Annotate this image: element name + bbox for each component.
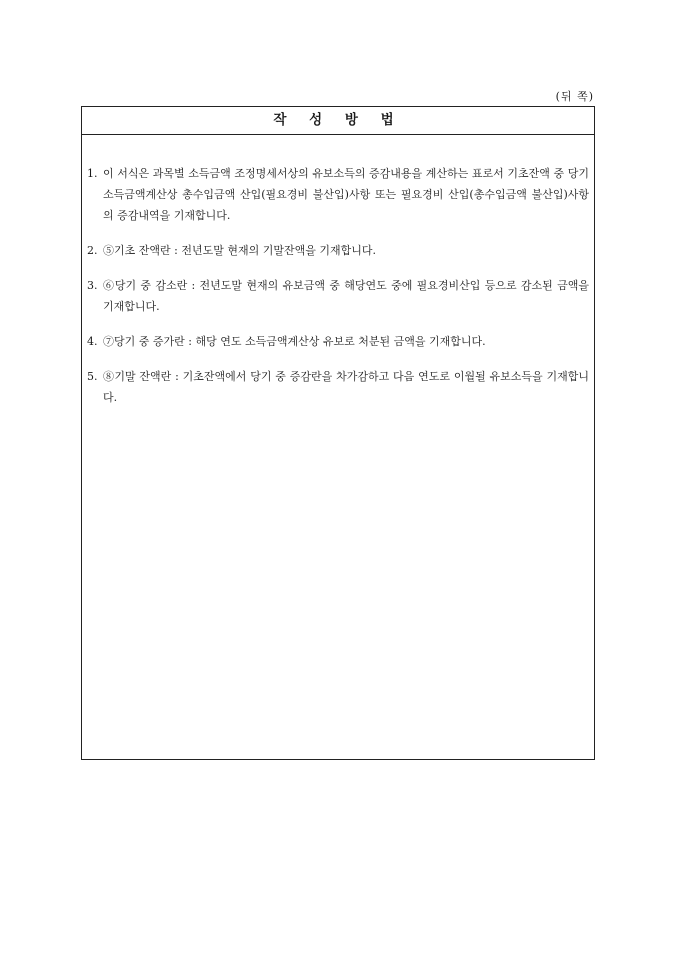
instructions-title: 작 성 방 법: [82, 107, 594, 135]
instruction-text: ⑥당기 중 감소란 : 전년도말 현재의 유보금액 중 해당연도 중에 필요경비산입 등으로 감소된 금액을 기재합니다.: [103, 279, 589, 313]
page-side-label: (뒤 쪽): [555, 90, 594, 103]
instruction-text: ⑧기말 잔액란 : 기초잔액에서 당기 중 증감란을 차가감하고 다음 연도로 이월될 유보소득을 기재합니다.: [103, 370, 589, 404]
instruction-item-2: [87, 240, 589, 261]
instruction-number: 1.: [87, 167, 98, 180]
instructions-box: [81, 106, 595, 760]
instructions-list: [82, 135, 594, 408]
instruction-item-4: [87, 331, 589, 352]
instruction-number: 3.: [87, 279, 98, 292]
instruction-number: 4.: [87, 335, 98, 348]
instruction-item-1: [87, 163, 589, 226]
instruction-number: 2.: [87, 244, 98, 257]
instruction-item-3: [87, 275, 589, 317]
instruction-text: ⑤기초 잔액란 : 전년도말 현재의 기말잔액을 기재합니다.: [103, 244, 376, 257]
instruction-item-5: [87, 366, 589, 408]
instruction-number: 5.: [87, 370, 98, 383]
instruction-text: 이 서식은 과목별 소득금액 조정명세서상의 유보소득의 증감내용을 계산하는 표로서 기초잔액 중 당기소득금액계산상 총수입금액 산입(필요경비 불산입)사항 또는 필요경비 산입(총수입금액 불산입)사항의 증감내역을 기재합니다.: [103, 167, 589, 222]
instruction-text: ⑦당기 중 증가란 : 해당 연도 소득금액계산상 유보로 처분된 금액을 기재합니다.: [103, 335, 486, 348]
